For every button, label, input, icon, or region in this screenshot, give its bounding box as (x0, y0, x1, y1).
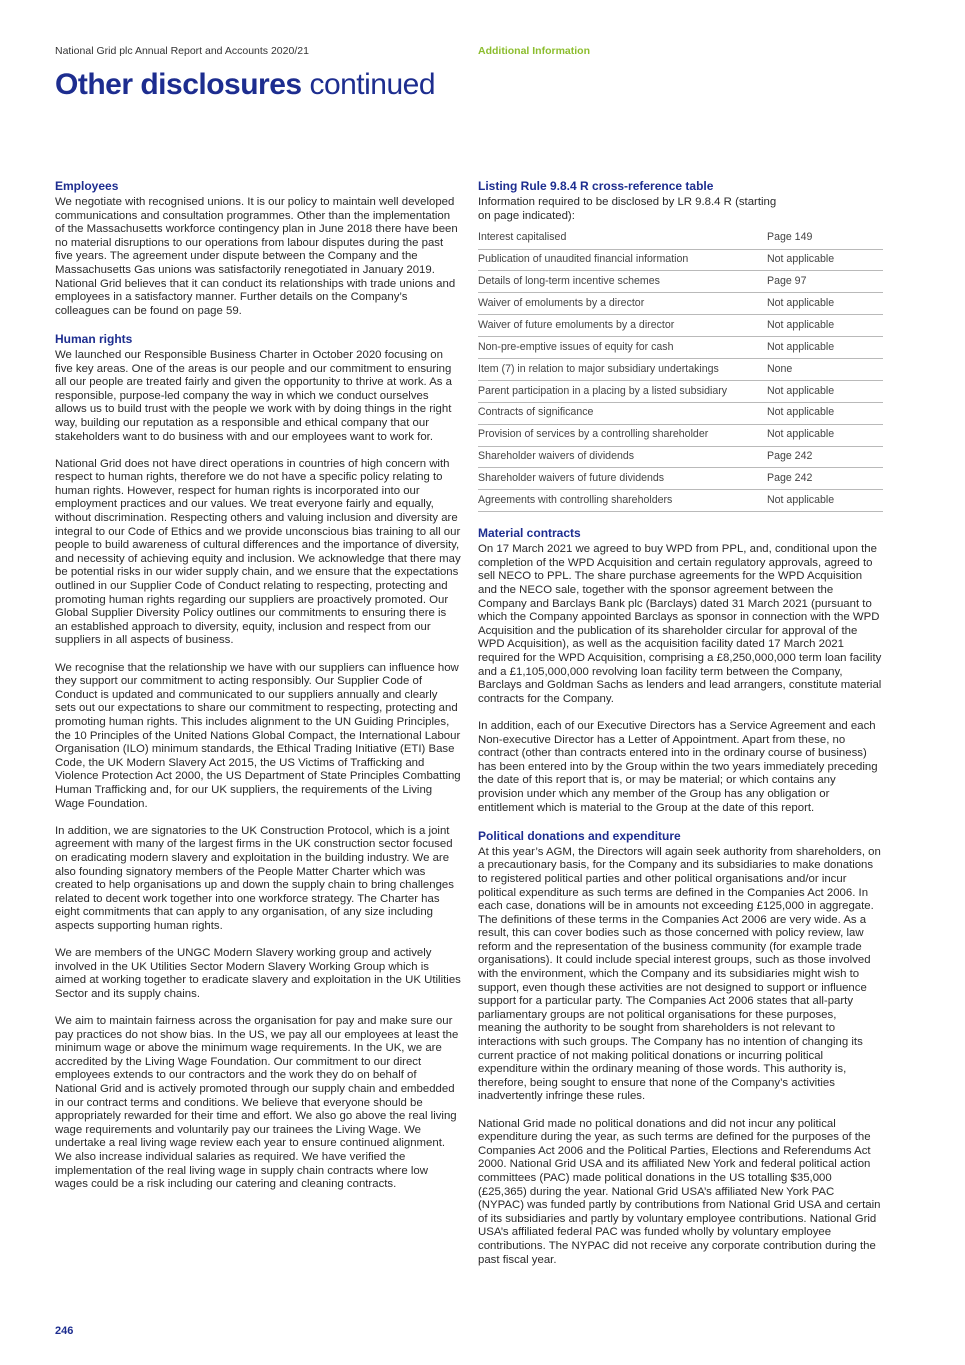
table-cell-value: Not applicable (767, 402, 883, 424)
table-cell-item: Parent participation in a placing by a listed subsidiary (478, 380, 767, 402)
table-cell-value: Not applicable (767, 424, 883, 446)
table-cell-value: Not applicable (767, 293, 883, 315)
human-rights-heading: Human rights (55, 331, 133, 346)
table-row (478, 359, 883, 381)
human-rights-paragraph-4: In addition, we are signatories to the UK Construction Protocol, which is a joint agreement with many of the largest firms in the UK construction sector focused on eradicating modern slavery and exploitation in the building industry. We are also founding signatory members of the People Matter Charter which was created to help organisations up and down the supply chain to bring challenges related to decent work together into one workforce strategy. The Charter has eight commitments that can apply to any organisation, of any size including aspects supporting human rights. (55, 824, 454, 932)
human-rights-paragraph-2: National Grid does not have direct operations in countries of high concern with respect to human rights, therefore we do not have a specific policy relating to human rights. However, respect for human rights is incorporated into our employment practices and our values. We treat everyone fairly and equally, without discrimination. Respecting others and valuing inclusion and diversity are integral to our Code of Ethics and we provide unconscious bias training to all our people to build awareness of cultural differences and the importance of diversity, and necessity of achieving equity and inclusion. We acknowledge that there may be potential risks in our wider supply chain, and we ensure that the expectations outlined in our Supplier Code of Conduct relating to respecting, protecting and promoting human rights regarding our suppliers are proactively promoted. Our Global Supplier Diversity Policy outlines our commitments to ensuring there is an established approach to diversity, equity, inclusion and respect from our suppliers in all aspects of business. (55, 457, 461, 647)
table-cell-item: Interest capitalised (478, 227, 767, 249)
table-cell-item: Provision of services by a controlling shareholder (478, 424, 767, 446)
employees-paragraph: We negotiate with recognised unions. It is our policy to maintain well developed communications and consultation programmes. Other than the implementation of the Massachusetts workforce contingency plan in June 2018 there have been no material disruptions to our operations from labour disputes during the past five years. The agreement under dispute between the Company and the Massachusetts Gas unions was satisfactorily renegotiated in January 2019. National Grid believes that it can conduct its relationships with trade unions and employees in a satisfactory manner. Further details on the Company’s colleagues can be found on page 59. (55, 196, 458, 317)
table-cell-item: Agreements with controlling shareholders (478, 490, 767, 512)
human-rights-paragraph-5: We are members of the UNGC Modern Slavery working group and actively involved in the UK Utilities Sector Modern Slavery Working Group which is aimed at working together to eradicate slavery and exploitation in the UK Utilities Sector and its supply chains. (55, 947, 461, 1000)
table-cell-value: Page 242 (767, 446, 883, 468)
table-cell-value: Not applicable (767, 490, 883, 512)
table-row (478, 424, 883, 446)
page-number: 246 (55, 1325, 74, 1337)
table-cell-value: Not applicable (767, 249, 883, 271)
left-column (55, 179, 461, 1205)
table-cell-item: Contracts of significance (478, 402, 767, 424)
table-row (478, 490, 883, 512)
report-title: National Grid plc Annual Report and Accounts 2020/21 (55, 45, 309, 57)
table-cell-value: Not applicable (767, 380, 883, 402)
material-contracts-heading: Material contracts (478, 526, 581, 541)
political-donations-paragraph-1: At this year’s AGM, the Directors will again seek authority from shareholders, on a precautionary basis, for the Company and its subsidiaries to make donations to registered political parties and other political organisations and/or incur political expenditure as such terms are defined in the Companies Act 2006. In each case, donations will be in amounts not exceeding £125,000 in aggregate. The definitions of these terms in the Companies Act 2006 are very wide. As a result, this can cover bodies such as those concerned with policy review, law reform and the representation of the business community (for example trade organisations). It could include special interest groups, such as those involved with the environment, which the Company and its subsidiaries might wish to support, even though these activities are not designed to support or influence support for a particular party. The Companies Act 2006 states that all-party parliamentary groups are not political organisations for these purposes, meaning the authority to be sought from shareholders is not relevant to interactions with such groups. The Company has no intention of changing its current practice of not making political donations or incurring political expenditure within the ordinary meaning of those words. This authority is, therefore, being sought to ensure that none of the Company’s activities inadvertently infringe these rules. (478, 845, 881, 1103)
page-title-continued: continued (309, 68, 436, 101)
table-row (478, 271, 883, 293)
table-row (478, 380, 883, 402)
table-cell-item: Waiver of emoluments by a director (478, 293, 767, 315)
table-cell-item: Item (7) in relation to major subsidiary undertakings (478, 359, 767, 381)
table-row (478, 337, 883, 359)
employees-heading: Employees (55, 179, 119, 193)
table-cell-item: Details of long-term incentive schemes (478, 271, 767, 293)
table-cell-value: Page 242 (767, 468, 883, 490)
human-rights-paragraph-1: We launched our Responsible Business Charter in October 2020 focusing on five key areas. One of the areas is our people and our commitment to ensuring all our people are treated fairly and given the opportunity to thrive at work. As a responsible, purpose-led company the way in which we conduct ourselves allows us to build trust with the people we work with by doing things in the right way, building our reputation as a responsible and ethical company that our stakeholders want to do business with and our employees want to work for. (55, 348, 453, 443)
table-cell-item: Shareholder waivers of dividends (478, 446, 767, 468)
table-cell-item: Shareholder waivers of future dividends (478, 468, 767, 490)
section-label: Additional Information (478, 45, 590, 57)
page-title-bold: Other disclosures (55, 68, 302, 101)
listing-rule-heading: Listing Rule 9.8.4 R cross-reference table (478, 179, 714, 193)
table-cell-value: None (767, 359, 883, 381)
table-row (478, 249, 883, 271)
political-donations-heading: Political donations and expenditure (478, 828, 681, 843)
table-cell-value: Not applicable (767, 337, 883, 359)
table-cell-item: Non-pre-emptive issues of equity for cash (478, 337, 767, 359)
table-row (478, 293, 883, 315)
table-cell-item: Waiver of future emoluments by a director (478, 315, 767, 337)
table-cell-item: Publication of unaudited financial information (478, 249, 767, 271)
table-cell-value: Not applicable (767, 315, 883, 337)
political-donations-paragraph-2: National Grid made no political donations and did not incur any political expenditure during the year, as such terms are defined for the purposes of the Companies Act 2006 and the Political Parties, Elections and Referendums Act 2000. National Grid USA and its affiliated New York and federal political action committees (PAC) made political donations in the US totalling $35,000 (£25,365) during the year. National Grid USA’s affiliated New York PAC (NYPAC) was funded partly by contributions from National Grid USA and certain of its subsidiaries and partly by voluntary employee contributions. National Grid USA’s affiliated federal PAC was funded wholly by voluntary employee contributions. The NYPAC did not receive any corporate contribution during the past fiscal year. (478, 1117, 881, 1266)
listing-rule-table (478, 227, 883, 512)
table-row (478, 227, 883, 249)
table-row (478, 402, 883, 424)
human-rights-paragraph-3: We recognise that the relationship we have with our suppliers can influence how they support our commitment to acting responsibly. Our Supplier Code of Conduct is updated and communicated to our suppliers annually and clearly sets out our expectations to share our commitment to respecting, protecting and promoting human rights. This includes alignment to the UN Guiding Principles, the 10 Principles of the United Nations Global Compact, the International Labour Organisation (ILO) minimum standards, the Ethical Trading Initiative (ETI) Base Code, the UK Modern Slavery Act 2015, the US Victims of Trafficking and Violence Protection Act 2000, the US Department of State Principles Combatting Human Trafficking and, for our UK suppliers, the requirements of the Living Wage Foundation. (55, 661, 461, 810)
listing-rule-intro: Information required to be disclosed by LR 9.8.4 R (starting on page indicated): (478, 196, 777, 222)
table-cell-value: Page 97 (767, 271, 883, 293)
right-column (478, 179, 883, 1281)
human-rights-paragraph-6: We aim to maintain fairness across the organisation for pay and make sure our pay practices do not show bias. In the US, we pay all our employees at least the minimum wage or above the minimum wage requirements. In the UK, we are accredited by the Living Wage Foundation. Our commitment to our direct employees extends to our contractors and the work they do on behalf of National Grid and is actively promoted through our supply chain and embedded in our contract terms and conditions. We believe that everyone should be appropriately rewarded for their time and effort. We also go above the real living wage requirements and voluntarily pay our trainees the Living Wage. We undertake a real living wage review each year to ensure continued alignment. We also increase individual salaries as required. We have verified the implementation of the real living wage in supply chain contracts where low wages could be a risk including our catering and cleaning contracts. (55, 1015, 459, 1191)
table-cell-value: Page 149 (767, 227, 883, 249)
table-row (478, 468, 883, 490)
page-title (55, 68, 435, 102)
table-row (478, 446, 883, 468)
table-row (478, 315, 883, 337)
material-contracts-paragraph-1: On 17 March 2021 we agreed to buy WPD from PPL, and, conditional upon the completion of the WPD Acquisition and certain regulatory approvals, agreed to sell NECO to PPL. The share purchase agreements for the WPD Acquisition and the NECO sale, together with the sponsor agreement between the Company and Barclays Bank plc (Barclays) dated 31 March 2021 (pursuant to which the Company appointed Barclays as sponsor in connection with the WPD Acquisition and the publication of its shareholder circular for approval of the WPD Acquisition), as well as the acquisition facility dated 17 March 2021 required for the WPD Acquisition, comprising a £8,250,000,000 term loan facility and a £1,105,000,000 revolving loan facility term between the Company, Barclays and Goldman Sachs as lenders and lead arrangers, constitute material contracts for the Company. (478, 543, 882, 705)
material-contracts-paragraph-2: In addition, each of our Executive Directors has a Service Agreement and each Non-executive Director has a Letter of Appointment. Apart from these, no contract (other than contracts entered into in the ordinary course of business) has been entered into by the Group within the two years immediately preceding the date of this report that is, or may be material; or which contains any provision under which any member of the Group has any obligation or entitlement which is material to the Group at the date of this report. (478, 719, 878, 814)
